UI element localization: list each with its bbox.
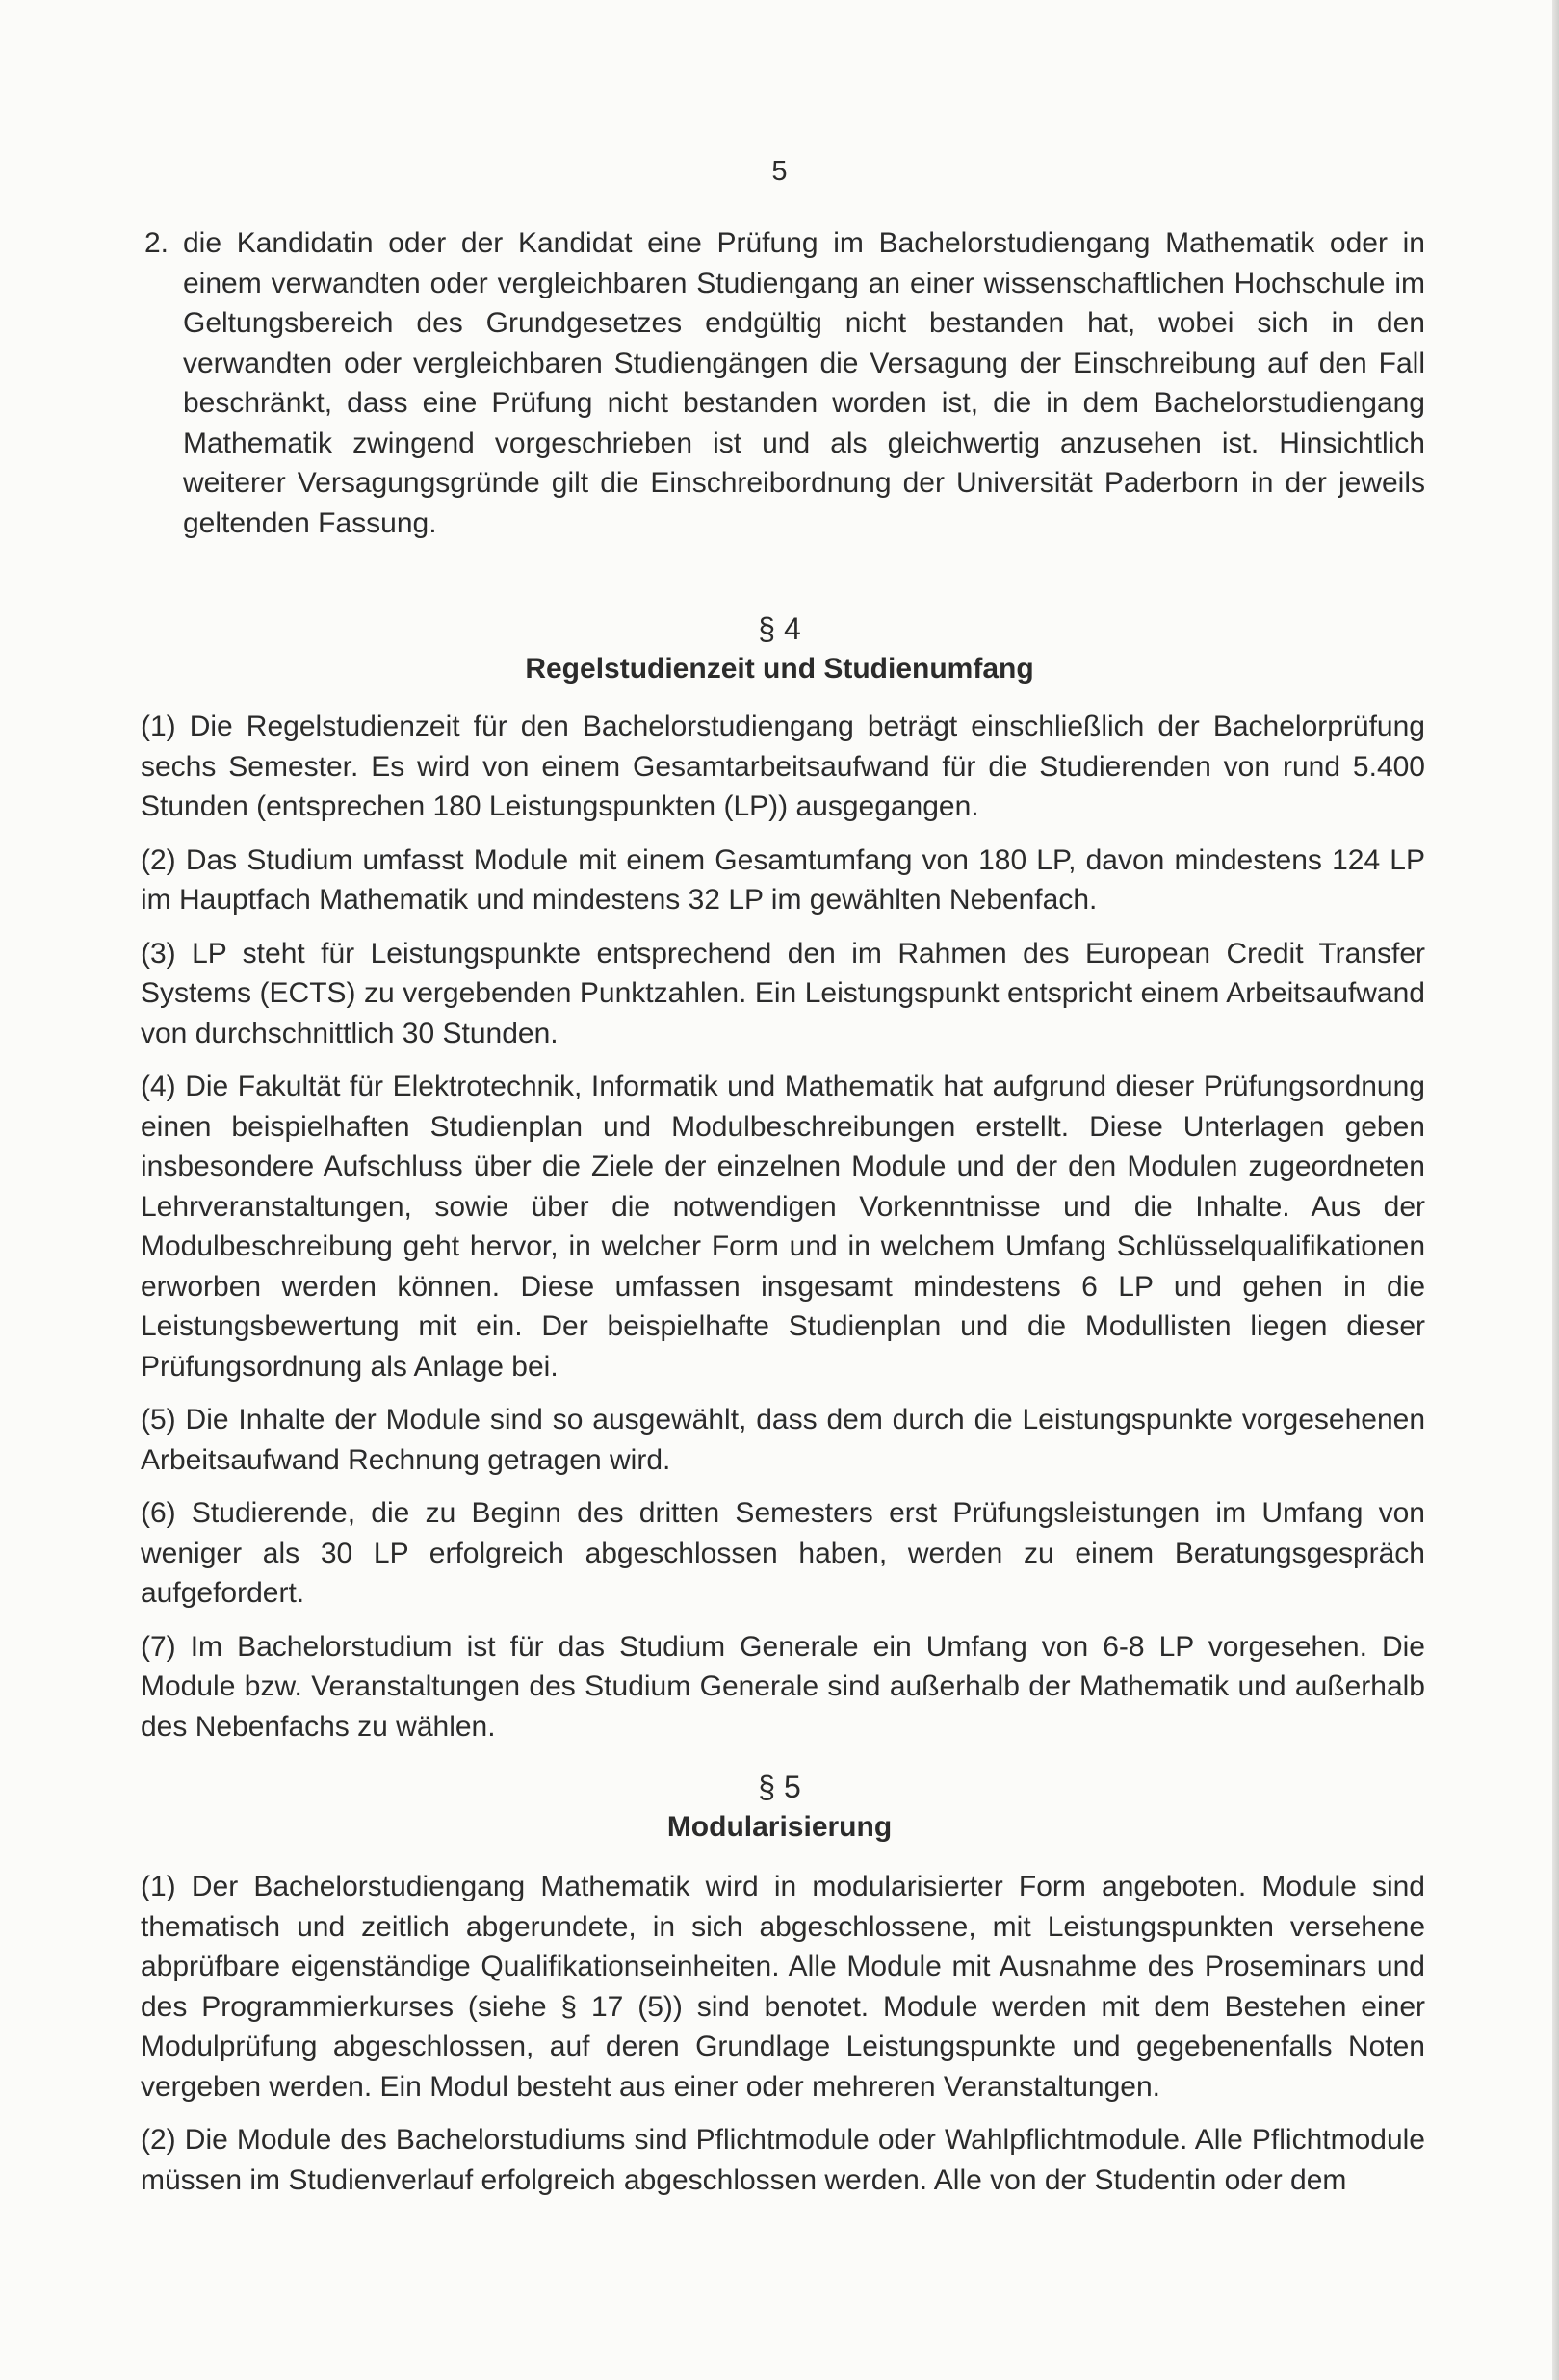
section-4-heading	[0, 608, 1559, 689]
page-number: 5	[771, 156, 788, 187]
list-item-text: die Kandidatin oder der Kandidat eine Prüfung im Bachelorstudiengang Mathematik oder in einem verwandten oder vergleichbaren Studiengang an einer wissenschaftlichen Hochschule im Geltungsbereich des Grundgesetzes endgültig nicht bestanden hat, wobei sich in den verwandten oder vergleichbaren Studiengängen die Versagung der Einschreibung auf den Fall beschränkt, dass eine Prüfung nicht bestanden worden ist, die in dem Bachelorstudiengang Mathematik zwingend vorgeschrieben ist und als gleichwertig anzusehen ist. Hinsichtlich weiterer Versagungsgründe gilt die Einschreibordnung der Universität Paderborn in der jeweils geltenden Fassung.	[183, 227, 1425, 539]
section-5-heading	[0, 1767, 1559, 1848]
paragraph: (5) Die Inhalte der Module sind so ausgewählt, dass dem durch die Leistungspunkte vorgesehenen Arbeitsaufwand Rechnung getragen wird.	[141, 1404, 1425, 1476]
page-edge-shadow	[1552, 0, 1559, 2380]
paragraph: (1) Der Bachelorstudiengang Mathematik wird in modularisierter Form angeboten. Module sind thematisch und zeitlich abgerundete, in sich abgeschlossene, mit Leistungspunkten versehene abprüfbare eigenständige Qualifikationseinheiten. Alle Module mit Ausnahme des Proseminars und des Programmierkurses (siehe § 17 (5)) sind benotet. Module werden mit dem Bestehen einer Modulprüfung abgeschlossen, auf deren Grundlage Leistungspunkte und gegebenenfalls Noten vergeben werden. Ein Modul besteht aus einer oder mehreren Veranstaltungen.	[141, 1871, 1425, 2103]
paragraph: (2) Die Module des Bachelorstudiums sind Pflichtmodule oder Wahlpflichtmodule. Alle Pflichtmodule müssen im Studienverlauf erfolgreich abgeschlossen werden. Alle von der Studentin oder dem	[141, 2124, 1425, 2196]
section-symbol: § 5	[758, 1770, 801, 1804]
paragraph: (7) Im Bachelorstudium ist für das Studium Generale ein Umfang von 6-8 LP vorgesehen. Die Module bzw. Veranstaltungen des Studium Generale sind außerhalb der Mathematik und außerhalb des Nebenfachs zu wählen.	[141, 1630, 1425, 1743]
section-title: Regelstudienzeit und Studienumfang	[525, 653, 1034, 685]
section-title: Modularisierung	[666, 1811, 893, 1843]
list-item-2	[144, 223, 1425, 543]
paragraph: (4) Die Fakultät für Elektrotechnik, Informatik und Mathematik hat aufgrund dieser Prüfungsordnung einen beispielhaften Studienplan und Modulbeschreibungen erstellt. Diese Unterlagen geben insbesondere Aufschluss über die Ziele der einzelnen Module und der den Modulen zugeordneten Lehrveranstaltungen, sowie über die notwendigen Vorkenntnisse und die Inhalte. Aus der Modulbeschreibung geht hervor, in welcher Form und in welchem Umfang Schlüsselqualifikationen erworben werden können. Diese umfassen insgesamt mindestens 6 LP und gehen in die Leistungsbewertung mit ein. Der beispielhafte Studienplan und die Modullisten liegen dieser Prüfungsordnung als Anlage bei.	[141, 1071, 1425, 1383]
section-symbol: § 4	[758, 611, 801, 646]
section-4-body	[141, 707, 1425, 1760]
paragraph: (1) Die Regelstudienzeit für den Bachelorstudiengang beträgt einschließlich der Bachelorprüfung sechs Semester. Es wird von einem Gesamtarbeitsaufwand für die Studierenden von rund 5.400 Stunden (entsprechen 180 Leistungspunkten (LP)) ausgegangen.	[141, 711, 1425, 822]
list-item-number: 2.	[144, 227, 169, 259]
paragraph: (6) Studierende, die zu Beginn des dritten Semesters erst Prüfungsleistungen im Umfang von weniger als 30 LP erfolgreich abgeschlossen haben, werden zu einem Beratungsgespräch aufgefordert.	[141, 1497, 1425, 1609]
section-5-body	[141, 1867, 1425, 2213]
paragraph: (3) LP steht für Leistungspunkte entsprechend den im Rahmen des European Credit Transfer Systems (ECTS) zu vergebenden Punktzahlen. Ein Leistungspunkt entspricht einem Arbeitsaufwand von durchschnittlich 30 Stunden.	[141, 937, 1425, 1049]
paragraph: (2) Das Studium umfasst Module mit einem Gesamtumfang von 180 LP, davon mindestens 124 LP im Hauptfach Mathematik und mindestens 32 LP im gewählten Nebenfach.	[141, 843, 1425, 916]
